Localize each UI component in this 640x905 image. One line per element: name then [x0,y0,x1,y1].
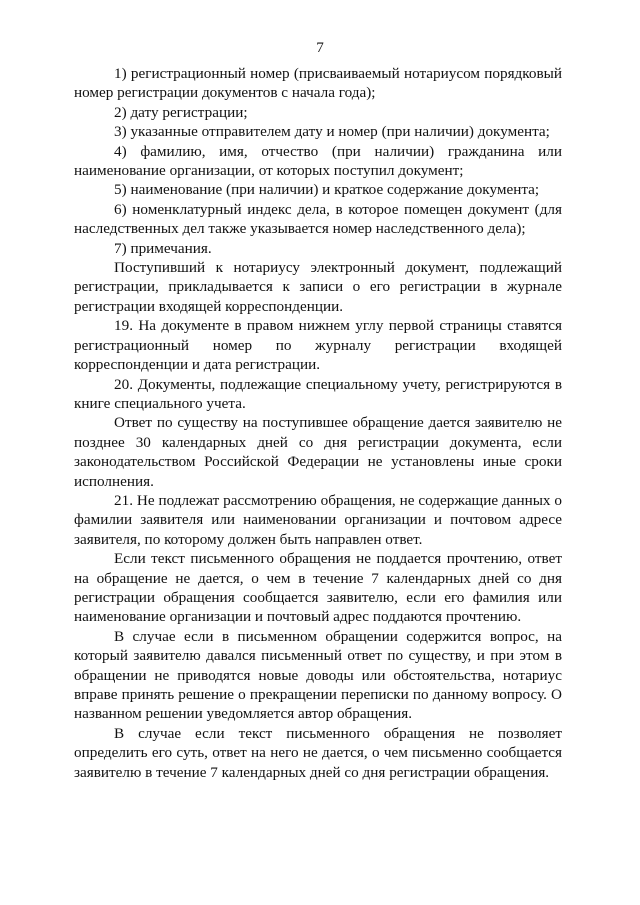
paragraph-item-3: 3) указанные отправителем дату и номер (при наличии) документа; [114,123,550,141]
paragraph-clause-20: 20. Документы, подлежащие специальному учету, регистрируются в книге специального учета. [74,375,562,412]
paragraph-item-2: 2) дату регистрации; [114,103,248,121]
paragraph-electronic-document: Поступивший к нотариусу электронный документ, подлежащий регистрации, прикладывается к записи о его регистрации в журнале регистрации входящей корреспонденции. [74,259,562,315]
paragraph-repeated-question: В случае если в письменном обращении содержится вопрос, на который заявителю давался письменный ответ по существу, и при этом в обращении не приводятся новые доводы или обстоятельства, нотариус вправе принять решение о прекращении переписки по данному вопросу. О названном решении уведомляется автор обращения. [74,627,562,723]
paragraph-item-7: 7) примечания. [114,239,212,257]
paragraph-item-5: 5) наименование (при наличии) и краткое содержание документа; [114,181,540,199]
paragraph-clause-19: 19. На документе в правом нижнем углу первой страницы ставятся регистрационный номер по журналу регистрации входящей корреспонденции и дата регистрации. [74,317,562,374]
document-body [74,64,562,782]
paragraph-item-4: 4) фамилию, имя, отчество (при наличии) гражданина или наименование организации, от которых поступил документ; [74,142,562,180]
paragraph-clause-21: 21. Не подлежат рассмотрению обращения, не содержащие данных о фамилии заявителя или наименовании организации и почтовом адресе заявителя, по которому должен быть направлен ответ. [74,491,562,548]
paragraph-response-deadline: Ответ по существу на поступившее обращение дается заявителю не позднее 30 календарных дней со дня регистрации документа, если законодательством Российской Федерации не установлены иные сроки исполнения. [74,414,562,490]
paragraph-item-6: 6) номенклатурный индекс дела, в которое помещен документ (для наследственных дел также указывается номер наследственного дела); [74,200,562,238]
paragraph-undefined-essence: В случае если текст письменного обращения не позволяет определить его суть, ответ на него не дается, о чем письменно сообщается заявителю в течение 7 календарных дней со дня регистрации обращения. [74,724,562,781]
page-number: 7 [316,39,324,56]
paragraph-unreadable-text: Если текст письменного обращения не поддается прочтению, ответ на обращение не дается, о чем в течение 7 календарных дней со дня регистрации обращения сообщается заявителю, если его фамилия или наименование организации и почтовый адрес поддаются прочтению. [74,550,562,626]
paragraph-item-1: 1) регистрационный номер (присваиваемый нотариусом порядковый номер регистрации документов с начала года); [74,65,562,102]
